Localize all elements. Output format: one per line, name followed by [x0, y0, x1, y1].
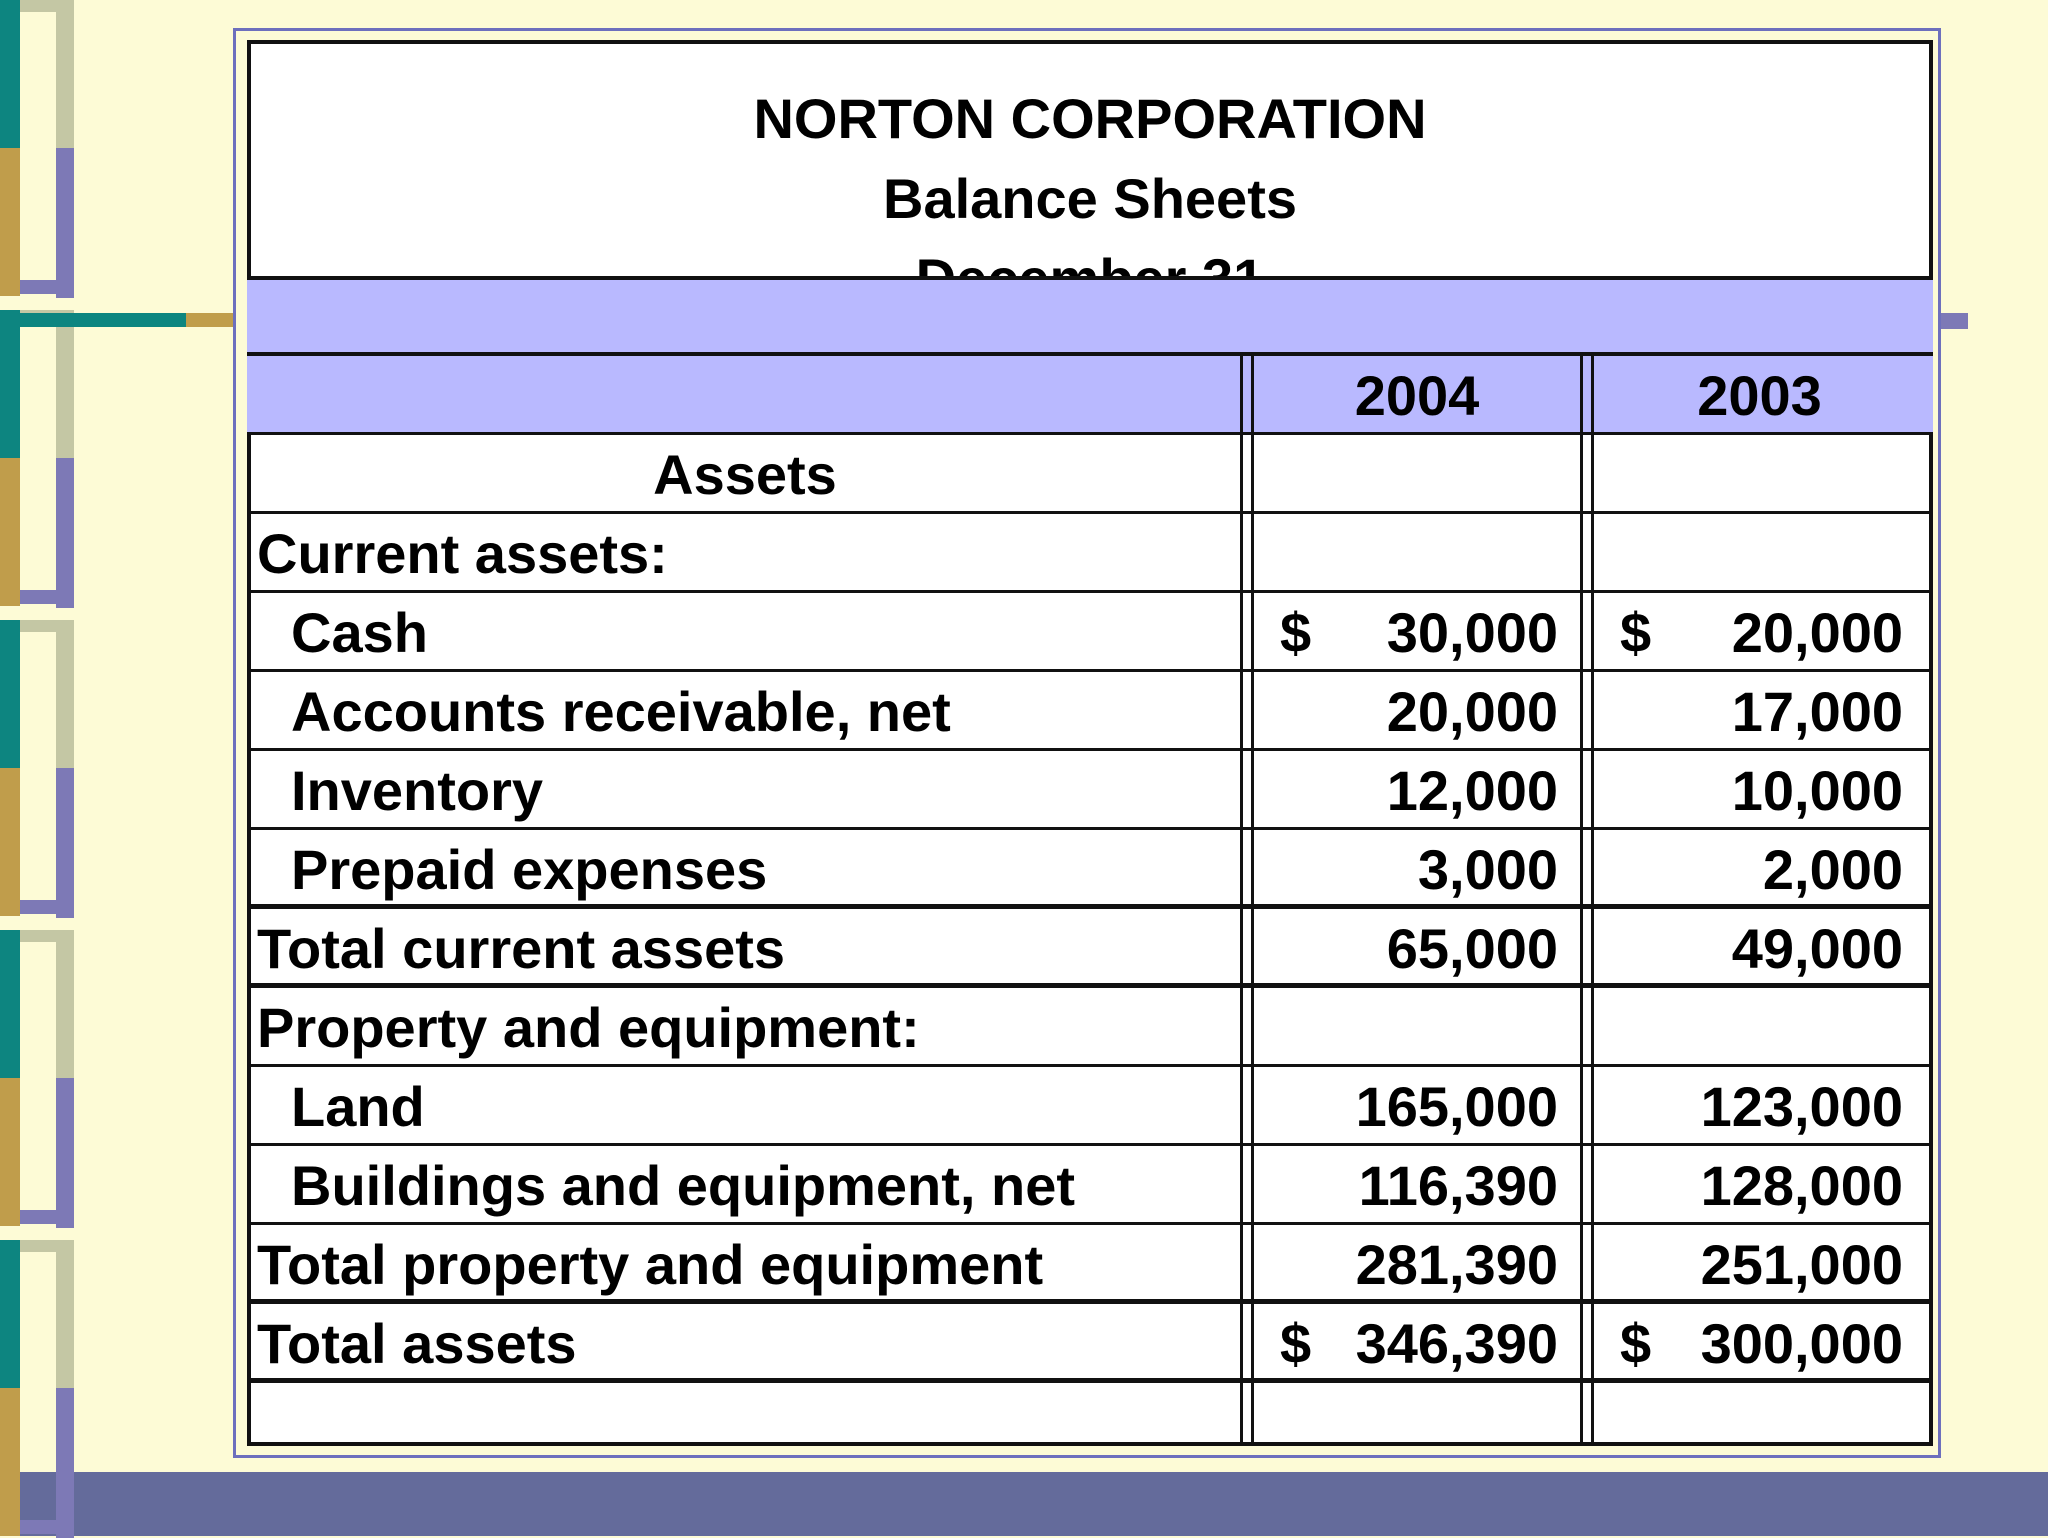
- table-row: [247, 751, 1933, 830]
- deco-sage-segment: [56, 310, 74, 458]
- value-2004: 3,000: [1417, 838, 1558, 901]
- deco-sage-segment: [56, 620, 74, 768]
- deco-lavender-segment: [56, 458, 74, 608]
- value-2003: 128,000: [1700, 1154, 1903, 1217]
- deco-teal-segment: [0, 620, 20, 768]
- value-cell-2004: [1251, 1225, 1583, 1304]
- row-label: Total assets: [257, 1312, 577, 1375]
- row-label: Total property and equipment: [257, 1233, 1044, 1296]
- header-band: [247, 276, 1933, 356]
- deco-sage-segment: [56, 1240, 74, 1388]
- value-2004: 20,000: [1386, 680, 1558, 743]
- dollar-sign: $: [1620, 601, 1652, 664]
- value-2004: 281,390: [1355, 1233, 1558, 1296]
- value-2003: 300,000: [1700, 1312, 1903, 1375]
- value-cell-2003: [1591, 1067, 1925, 1146]
- deco-cap-segment: [20, 0, 56, 12]
- value-cell-2003: [1591, 1146, 1925, 1225]
- table-row: [247, 988, 1933, 1067]
- row-label: Land: [291, 1075, 425, 1138]
- row-label-cell: [247, 1067, 1243, 1146]
- deco-cap-segment: [20, 620, 56, 632]
- row-label-cell: [247, 435, 1243, 514]
- table-row: [247, 1067, 1933, 1146]
- deco-sage-segment: [56, 930, 74, 1078]
- dollar-sign: $: [1280, 601, 1312, 664]
- value-cell-2004: [1251, 909, 1583, 988]
- deco-gold-segment: [0, 458, 20, 606]
- value-cell-2003: [1591, 593, 1925, 672]
- deco-teal-segment: [0, 0, 20, 148]
- value-cell-2004: [1251, 1383, 1583, 1443]
- value-2003: 2,000: [1762, 838, 1903, 901]
- table-row: [247, 909, 1933, 988]
- row-label-cell: [247, 1146, 1243, 1225]
- row-label: Prepaid expenses: [291, 838, 768, 901]
- value-cell-2003: [1591, 830, 1925, 909]
- value-cell-2003: [1591, 435, 1925, 514]
- deco-cap-segment: [20, 930, 56, 942]
- value-cell-2004: [1251, 593, 1583, 672]
- row-label: Assets: [653, 443, 837, 506]
- value-2004: 165,000: [1355, 1075, 1558, 1138]
- value-cell-2004: [1251, 1146, 1583, 1225]
- deco-gold-segment: [0, 1388, 20, 1536]
- deco-teal-segment: [0, 310, 20, 458]
- value-cell-2004: [1251, 751, 1583, 830]
- column-header-row: [247, 356, 1933, 435]
- row-label-cell: [247, 909, 1243, 988]
- row-label-cell: [247, 514, 1243, 593]
- row-label: Total current assets: [257, 917, 786, 980]
- value-2004: 30,000: [1386, 601, 1558, 664]
- value-cell-2004: [1251, 830, 1583, 909]
- deco-foot-segment: [20, 1210, 56, 1224]
- value-2003: 20,000: [1731, 601, 1903, 664]
- value-cell-2003: [1591, 672, 1925, 751]
- row-label-cell: [247, 672, 1243, 751]
- deco-cap-segment: [20, 1240, 56, 1252]
- deco-lavender-segment: [56, 1388, 74, 1538]
- row-label: Accounts receivable, net: [291, 680, 951, 743]
- value-2004: 12,000: [1386, 759, 1558, 822]
- value-cell-2004: [1251, 988, 1583, 1067]
- table-row: [247, 593, 1933, 672]
- table-row: [247, 1225, 1933, 1304]
- value-cell-2003: [1591, 1304, 1925, 1383]
- company-name: NORTON CORPORATION: [753, 87, 1427, 150]
- table-row: [247, 830, 1933, 909]
- row-label-cell: [247, 1304, 1243, 1383]
- value-cell-2003: [1591, 1225, 1925, 1304]
- deco-teal-segment: [0, 930, 20, 1078]
- column-header-2003: 2003: [1591, 356, 1925, 435]
- row-label-cell: [247, 1383, 1243, 1443]
- row-label: Buildings and equipment, net: [291, 1154, 1075, 1217]
- deco-foot-segment: [20, 1520, 56, 1534]
- header-rule-teal: [0, 313, 190, 327]
- deco-gold-segment: [0, 1078, 20, 1226]
- value-cell-2003: [1591, 751, 1925, 830]
- deco-lavender-segment: [56, 768, 74, 918]
- value-cell-2004: [1251, 435, 1583, 514]
- dollar-sign: $: [1620, 1312, 1652, 1375]
- row-label: Property and equipment:: [257, 996, 920, 1059]
- table-row: [247, 1304, 1933, 1383]
- value-cell-2003: [1591, 1383, 1925, 1443]
- deco-lavender-segment: [56, 148, 74, 298]
- row-label: Current assets:: [257, 522, 668, 585]
- deco-lavender-segment: [56, 1078, 74, 1228]
- row-label-cell: [247, 593, 1243, 672]
- deco-sage-segment: [56, 0, 74, 148]
- statement-title: Balance Sheets: [883, 167, 1297, 230]
- deco-foot-segment: [20, 280, 56, 294]
- value-cell-2004: [1251, 1067, 1583, 1146]
- row-label-cell: [247, 1225, 1243, 1304]
- table-row: [247, 672, 1933, 751]
- table-row: [247, 1146, 1933, 1225]
- row-label-cell: [247, 830, 1243, 909]
- table-row: [247, 1383, 1933, 1443]
- column-header-label: [247, 356, 1243, 435]
- deco-gold-segment: [0, 768, 20, 916]
- value-cell-2004: [1251, 672, 1583, 751]
- value-2003: 251,000: [1700, 1233, 1903, 1296]
- deco-foot-segment: [20, 900, 56, 914]
- value-cell-2003: [1591, 909, 1925, 988]
- row-label: Inventory: [291, 759, 544, 822]
- table-row: [247, 514, 1933, 593]
- value-2004: 116,390: [1358, 1154, 1558, 1217]
- row-label-cell: [247, 988, 1243, 1067]
- value-2003: 17,000: [1731, 680, 1903, 743]
- value-2004: 65,000: [1386, 917, 1558, 980]
- deco-gold-segment: [0, 148, 20, 296]
- value-cell-2004: [1251, 1304, 1583, 1383]
- table-row: [247, 435, 1933, 514]
- deco-foot-segment: [20, 590, 56, 604]
- value-2003: 10,000: [1731, 759, 1903, 822]
- side-decoration: [0, 0, 78, 1472]
- dollar-sign: $: [1280, 1312, 1312, 1375]
- deco-teal-segment: [0, 1240, 20, 1388]
- row-label: Cash: [291, 601, 428, 664]
- value-2003: 123,000: [1700, 1075, 1903, 1138]
- row-label-cell: [247, 751, 1243, 830]
- value-cell-2003: [1591, 514, 1925, 593]
- value-cell-2003: [1591, 988, 1925, 1067]
- value-2003: 49,000: [1731, 917, 1903, 980]
- value-2004: 346,390: [1355, 1312, 1558, 1375]
- column-header-2004: 2004: [1251, 356, 1583, 435]
- bottom-bar: [0, 1472, 2048, 1536]
- value-cell-2004: [1251, 514, 1583, 593]
